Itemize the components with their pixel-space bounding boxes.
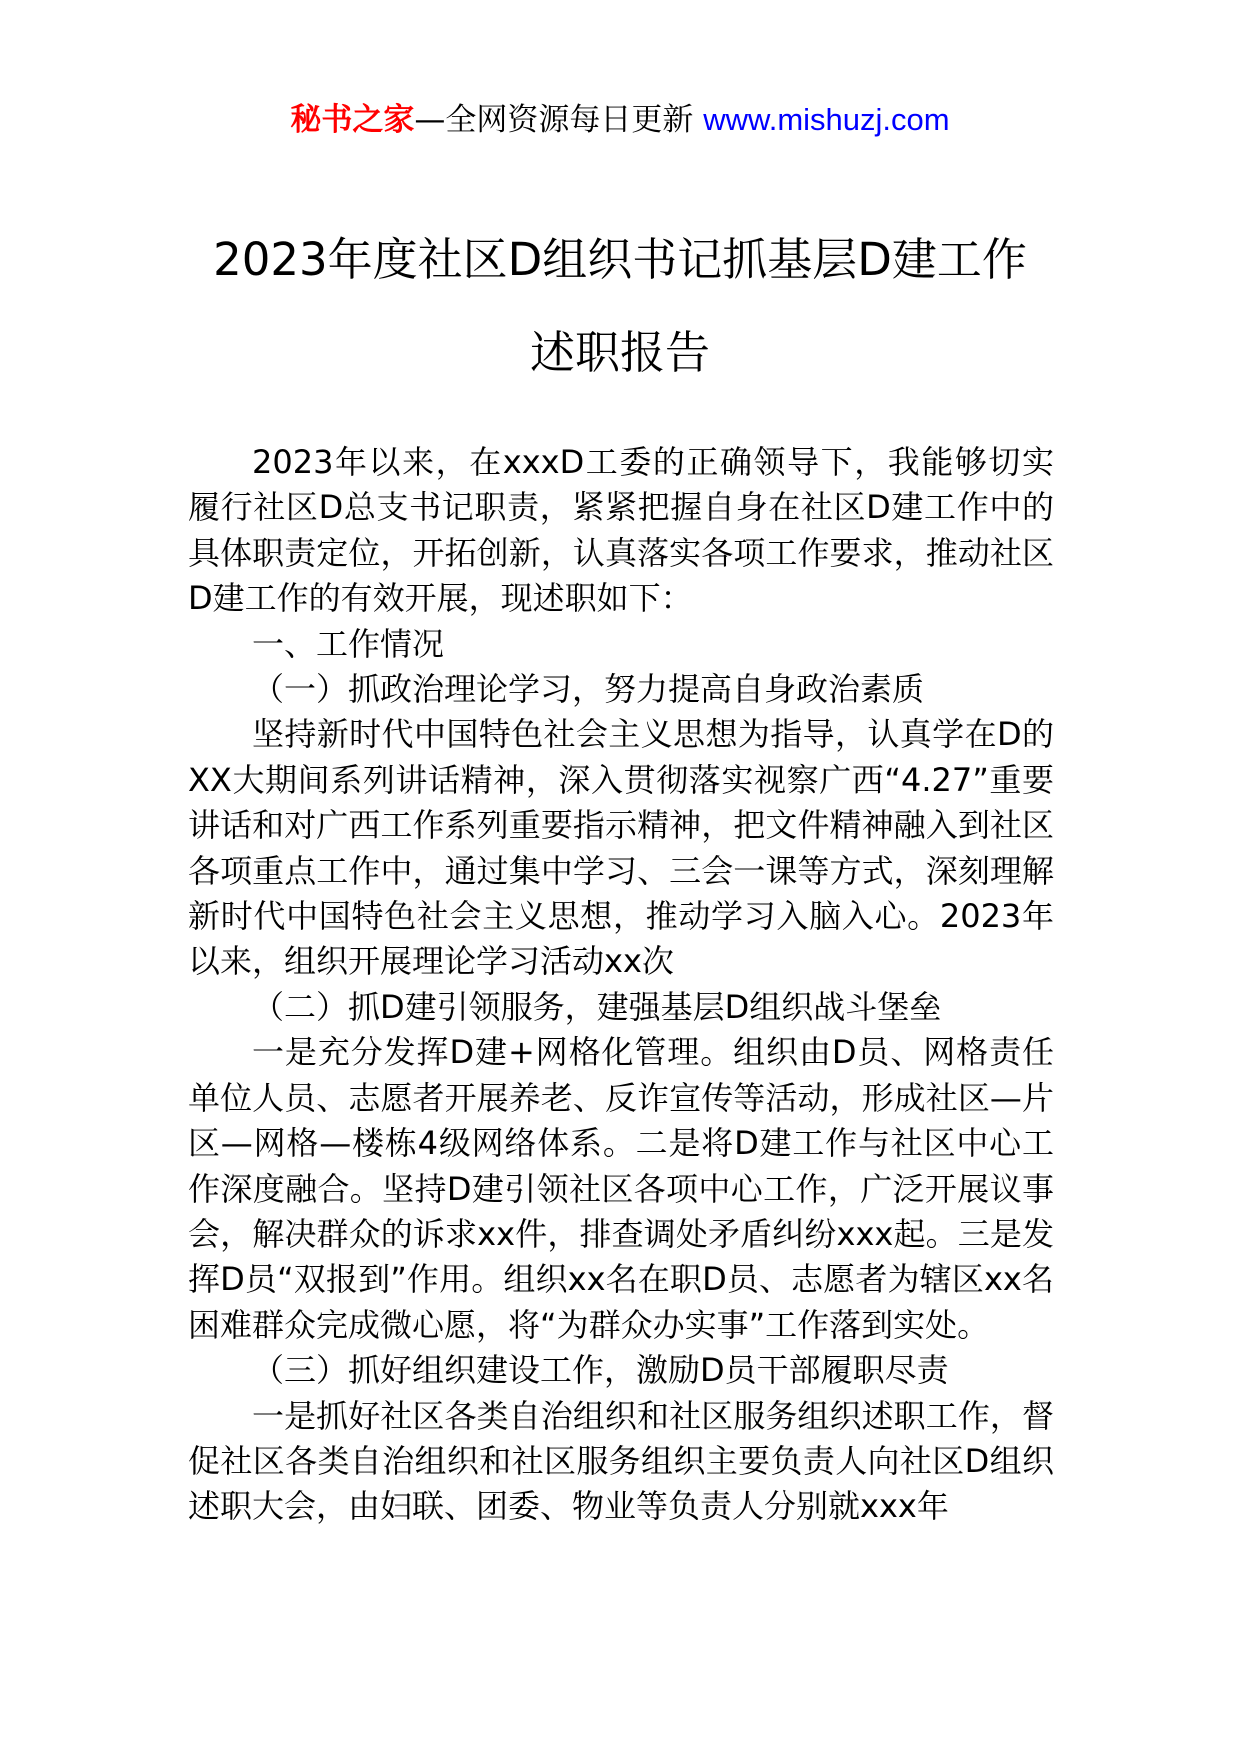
- document-title-line-1: 2023年度社区D组织书记抓基层D建工作: [213, 233, 1027, 286]
- body-paragraph: 一是充分发挥D建+网格化管理。组织由D员、网格责任单位人员、志愿者开展养老、反诈宣传等活动，形成社区—片区—网格—楼栋4级网络体系。二是将D建工作与社区中心工作深度融合。坚持D建引领社区各项中心工作，广泛开展议事会，解决群众的诉求xx件，排查调处矛盾纠纷xxx起。三是发挥D员“双报到”作用。组织xx名在职D员、志愿者为辖区xx名困难群众完成微心愿，将“为群众办实事”工作落到实处。: [188, 1033, 1054, 1344]
- body-paragraph: 一是抓好社区各类自治组织和社区服务组织述职工作，督促社区各类自治组织和社区服务组织主要负责人向社区D组织述职大会，由妇联、团委、物业等负责人分别就xxx年: [188, 1396, 1054, 1526]
- header-slogan: —全网资源每日更新: [414, 102, 704, 138]
- intro-paragraph: 2023年以来，在xxxD工委的正确领导下，我能够切实履行社区D总支书记职责，紧紧把握自身在社区D建工作中的具体职责定位，开拓创新，认真落实各项工作要求，推动社区D建工作的有效开展，现述职如下：: [188, 443, 1054, 618]
- body-paragraph: 坚持新时代中国特色社会主义思想为指导，认真学在D的XX大期间系列讲话精神，深入贯彻落实视察广西“4.27”重要讲话和对广西工作系列重要指示精神，把文件精神融入到社区各项重点工作中，通过集中学习、三会一课等方式，深刻理解新时代中国特色社会主义思想，推动学习入脑入心。2023年以来，组织开展理论学习活动xx次: [188, 715, 1054, 981]
- site-header: [0, 100, 1240, 140]
- site-url-link[interactable]: www.mishuzj.com: [703, 102, 950, 137]
- subsection-heading: （一）抓政治理论学习，努力提高自身政治素质: [252, 670, 925, 709]
- document-title-line-2: 述职报告: [529, 326, 710, 379]
- subsection-heading: （三）抓好组织建设工作，激励D员干部履职尽责: [252, 1351, 949, 1390]
- subsection-heading: （二）抓D建引领服务，建强基层D组织战斗堡垒: [252, 987, 942, 1026]
- brand-name: 秘书之家: [290, 102, 415, 138]
- section-heading: 一、工作情况: [252, 624, 445, 663]
- document-body: [188, 440, 1054, 1530]
